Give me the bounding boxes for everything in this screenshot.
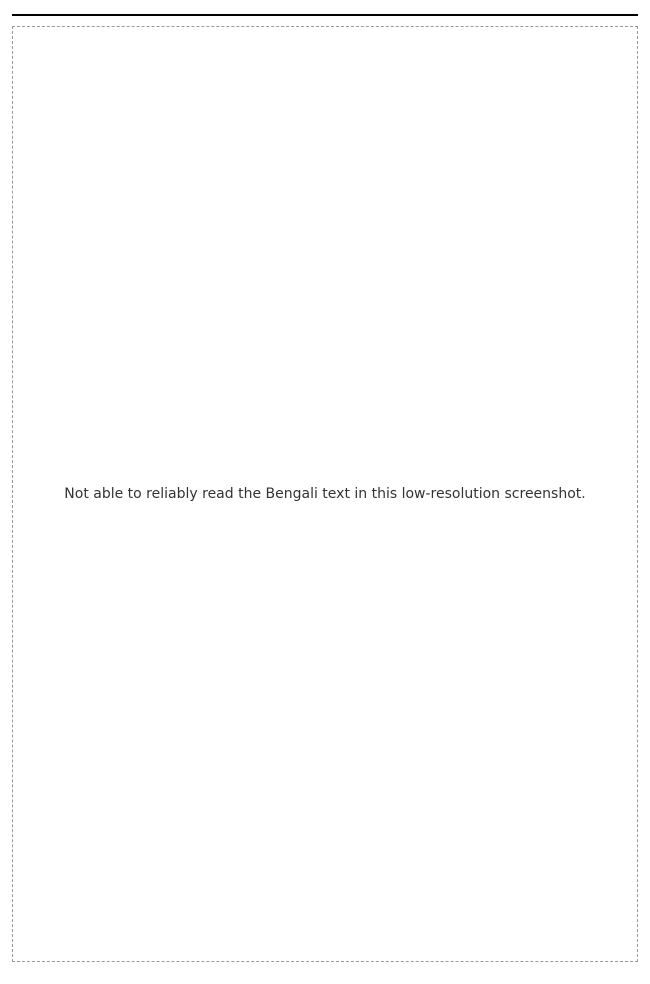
- notice-text: Not able to reliably read the Bengali text in this low-resolution screenshot.: [64, 486, 586, 502]
- masthead: [12, 10, 638, 16]
- page-body: [12, 26, 638, 962]
